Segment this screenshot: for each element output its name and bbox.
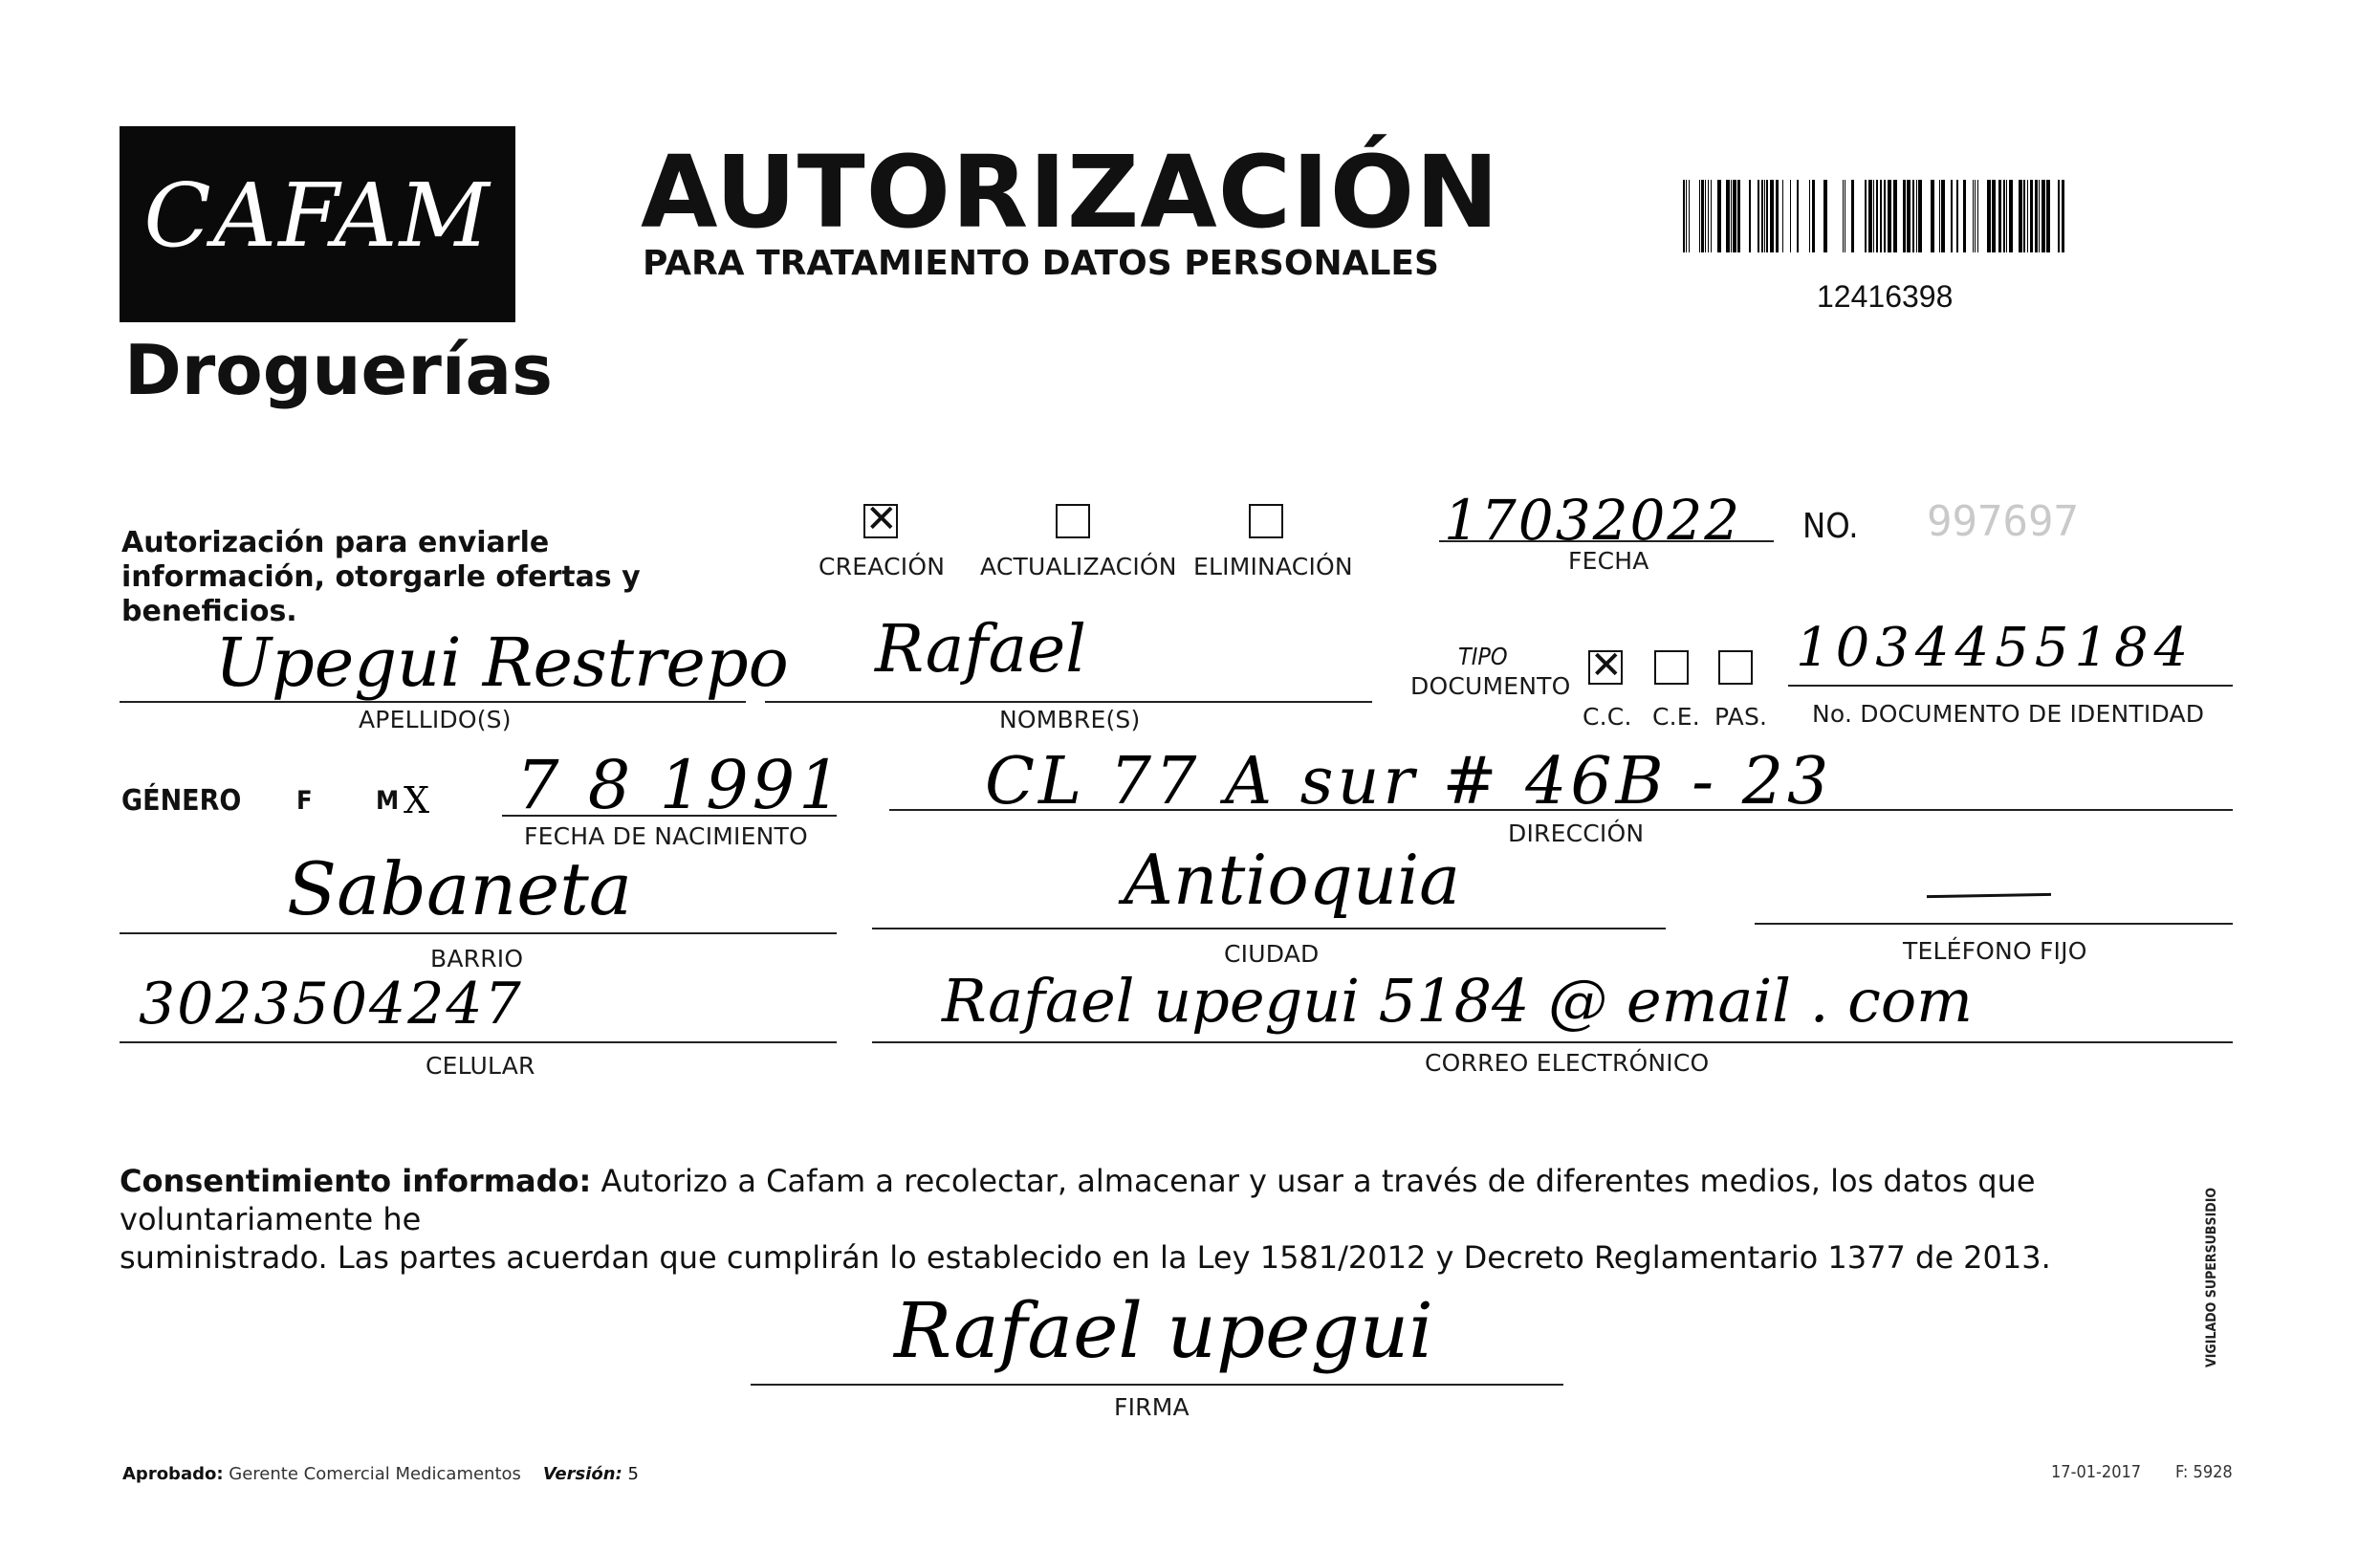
- side-text: [2204, 1157, 2219, 1367]
- no-label: NO.: [1802, 507, 1859, 546]
- nombres-label: NOMBRE(S): [999, 706, 1141, 733]
- barcode-bar: [1888, 180, 1891, 252]
- fecha-line: [1439, 540, 1774, 542]
- checkbox-pas[interactable]: [1718, 650, 1753, 685]
- pas-label: PAS.: [1714, 703, 1768, 731]
- label-actualizacion: ACTUALIZACIÓN: [980, 553, 1177, 580]
- barcode-bar: [1880, 180, 1882, 252]
- barcode: [1683, 180, 2075, 252]
- direccion-line: [889, 809, 2233, 811]
- barcode-bar: [1975, 180, 1976, 252]
- barcode-bar: [1726, 180, 1730, 252]
- barcode-bar: [2019, 180, 2022, 252]
- barcode-bar: [2003, 180, 2005, 252]
- correo-line: [872, 1041, 2233, 1043]
- ciudad-label: CIUDAD: [1224, 940, 1320, 968]
- genero-mark[interactable]: X: [404, 779, 430, 821]
- side-text-label: VIGILADO SUPERSUBSIDIO: [2204, 1187, 2219, 1367]
- direccion-value[interactable]: CL 77 A sur # 46B - 23: [985, 744, 1833, 820]
- barcode-bar: [1683, 180, 1685, 252]
- intro-text: Autorización para enviarle información, otorgarle ofertas y beneficios.: [121, 526, 641, 628]
- barcode-bar: [1941, 180, 1945, 252]
- checkbox-cc[interactable]: [1588, 644, 1623, 688]
- checkbox-mark: ✕: [865, 497, 898, 541]
- barcode-bar: [1951, 180, 1953, 252]
- barcode-bar: [1708, 180, 1709, 252]
- version-value: 5: [627, 1464, 639, 1484]
- barcode-bar: [1992, 180, 1996, 252]
- logo-subtitle: Droguerías: [124, 330, 553, 410]
- correo-label: CORREO ELECTRÓNICO: [1425, 1049, 1710, 1077]
- barcode-bar: [1873, 180, 1874, 252]
- barrio-value[interactable]: Sabaneta: [287, 846, 633, 931]
- barcode-bar: [1876, 180, 1878, 252]
- barcode-bar: [1689, 180, 1690, 252]
- barcode-bar: [1758, 180, 1759, 252]
- consentimiento-title: Consentimiento informado:: [120, 1163, 592, 1199]
- consentimiento-line2: suministrado. Las partes acuerdan que cumplirán lo establecido en la Ley 1581/2012 y Decreto Reglamentario 1377 de 2013.: [120, 1239, 2051, 1276]
- barcode-bar: [1812, 180, 1815, 252]
- footer-approval: [122, 1464, 639, 1484]
- barcode-bar: [1823, 180, 1827, 252]
- barcode-bar: [2042, 180, 2045, 252]
- logo-block: [120, 126, 515, 322]
- celular-value[interactable]: 3023504247: [139, 971, 523, 1038]
- celular-line: [120, 1041, 837, 1043]
- barcode-bar: [1686, 180, 1687, 252]
- barcode-bar: [1701, 180, 1704, 252]
- barcode-bar: [2006, 180, 2007, 252]
- barcode-bar: [2039, 180, 2040, 252]
- barcode-bar: [1868, 180, 1872, 252]
- barcode-bar: [2030, 180, 2033, 252]
- barcode-bar: [1699, 180, 1700, 252]
- barcode-bar: [1797, 180, 1799, 252]
- nombres-value[interactable]: Rafael: [875, 612, 1086, 688]
- barcode-bar: [1998, 180, 2001, 252]
- documento-label: DOCUMENTO: [1410, 672, 1571, 700]
- ciudad-value[interactable]: Antioquia: [1124, 840, 1461, 920]
- correo-value[interactable]: Rafael upegui 5184 @ email . com: [942, 966, 1973, 1036]
- apellidos-label: APELLIDO(S): [359, 706, 512, 733]
- checkbox-ce[interactable]: [1654, 650, 1689, 685]
- direccion-label: DIRECCIÓN: [1508, 820, 1645, 847]
- barcode-bar: [1851, 180, 1854, 252]
- barcode-bar: [2058, 180, 2060, 252]
- telefono-label: TELÉFONO FIJO: [1903, 937, 2087, 965]
- barcode-bar: [1893, 180, 1897, 252]
- barcode-bar: [1973, 180, 1974, 252]
- checkbox-creacion[interactable]: [863, 497, 898, 541]
- genero-m: M: [376, 786, 400, 816]
- no-value: 997697: [1927, 497, 2079, 546]
- cc-label: C.C.: [1583, 703, 1632, 731]
- tipo-label: TIPO: [1458, 643, 1508, 670]
- logo-brand: CAFAM: [143, 164, 491, 267]
- barcode-bar: [1717, 180, 1721, 252]
- documento-value[interactable]: 1034455184: [1796, 617, 2194, 679]
- barcode-bar: [1711, 180, 1712, 252]
- barcode-bar: [1987, 180, 1991, 252]
- telefono-dash: [1927, 893, 2051, 898]
- barcode-bar: [1782, 180, 1783, 252]
- fecha-value[interactable]: 17032022: [1444, 488, 1742, 553]
- barcode-bar: [1737, 180, 1740, 252]
- barcode-bar: [1766, 180, 1768, 252]
- apellidos-line: [120, 701, 746, 703]
- barcode-bar: [1809, 180, 1810, 252]
- barcode-bar: [1903, 180, 1906, 252]
- nacimiento-line: [502, 815, 837, 817]
- ciudad-line: [872, 928, 1666, 929]
- barcode-bar: [1939, 180, 1940, 252]
- barcode-bar: [1884, 180, 1886, 252]
- barcode-bar: [1956, 180, 1958, 252]
- barcode-bar: [1865, 180, 1867, 252]
- barcode-bar: [1776, 180, 1779, 252]
- apellidos-value[interactable]: Upegui Restrepo: [215, 623, 789, 702]
- barcode-number: 12416398: [1817, 279, 1954, 314]
- genero-f: F: [296, 786, 313, 816]
- documento-line: [1788, 685, 2233, 687]
- page-subtitle: PARA TRATAMIENTO DATOS PERSONALES: [643, 244, 1439, 283]
- genero-label: GÉNERO: [121, 784, 242, 818]
- checkbox-mark: ✕: [1590, 644, 1623, 688]
- barcode-bar: [1963, 180, 1966, 252]
- footer-code: F: 5928: [2175, 1462, 2233, 1482]
- barcode-bar: [2062, 180, 2064, 252]
- nacimiento-value[interactable]: 7 8 1991: [516, 746, 845, 824]
- barcode-bar: [2009, 180, 2013, 252]
- barcode-bar: [2035, 180, 2038, 252]
- nacimiento-label: FECHA DE NACIMIENTO: [524, 822, 808, 850]
- telefono-line: [1755, 923, 2233, 925]
- barcode-bar: [1764, 180, 1765, 252]
- checkbox-actualizacion[interactable]: [1056, 504, 1090, 538]
- barcode-bar: [2046, 180, 2050, 252]
- consentimiento-line1: Autorizo a Cafam a recolectar, almacenar y usar a través de diferentes medios, los datos que voluntariamente he: [120, 1163, 2036, 1237]
- consentimiento-text: [120, 1162, 2252, 1277]
- version-label: Versión:: [542, 1464, 622, 1484]
- barrio-label: BARRIO: [430, 945, 524, 973]
- label-eliminacion: ELIMINACIÓN: [1193, 553, 1353, 580]
- barcode-bar: [1977, 180, 1978, 252]
- barcode-bar: [1843, 180, 1844, 252]
- documento-numero-label: No. DOCUMENTO DE IDENTIDAD: [1812, 700, 2205, 728]
- barcode-bar: [2023, 180, 2025, 252]
- firma-line: [751, 1384, 1563, 1386]
- barcode-bar: [1705, 180, 1706, 252]
- barcode-bar: [1907, 180, 1911, 252]
- barcode-bar: [1931, 180, 1934, 252]
- firma-value[interactable]: Rafael upegui: [894, 1286, 1433, 1375]
- ce-label: C.E.: [1652, 703, 1700, 731]
- celular-label: CELULAR: [426, 1052, 535, 1080]
- barcode-bar: [1916, 180, 1917, 252]
- barcode-bar: [1761, 180, 1763, 252]
- barcode-bar: [1918, 180, 1922, 252]
- barcode-bar: [1731, 180, 1732, 252]
- fecha-label: FECHA: [1568, 547, 1649, 575]
- nombres-line: [765, 701, 1372, 703]
- barcode-bar: [1733, 180, 1736, 252]
- barcode-bar: [1749, 180, 1751, 252]
- label-creacion: CREACIÓN: [819, 553, 946, 580]
- footer-date: 17-01-2017: [2051, 1462, 2142, 1482]
- barcode-bar: [1912, 180, 1914, 252]
- aprobado-label: Aprobado:: [122, 1464, 224, 1484]
- page-title: AUTORIZACIÓN: [641, 134, 1500, 251]
- checkbox-eliminacion[interactable]: [1249, 504, 1283, 538]
- aprobado-value: Gerente Comercial Medicamentos: [229, 1464, 521, 1484]
- firma-label: FIRMA: [1114, 1393, 1190, 1421]
- barcode-bar: [1770, 180, 1774, 252]
- barrio-line: [120, 932, 837, 934]
- barcode-bar: [2027, 180, 2028, 252]
- barcode-bar: [1790, 180, 1791, 252]
